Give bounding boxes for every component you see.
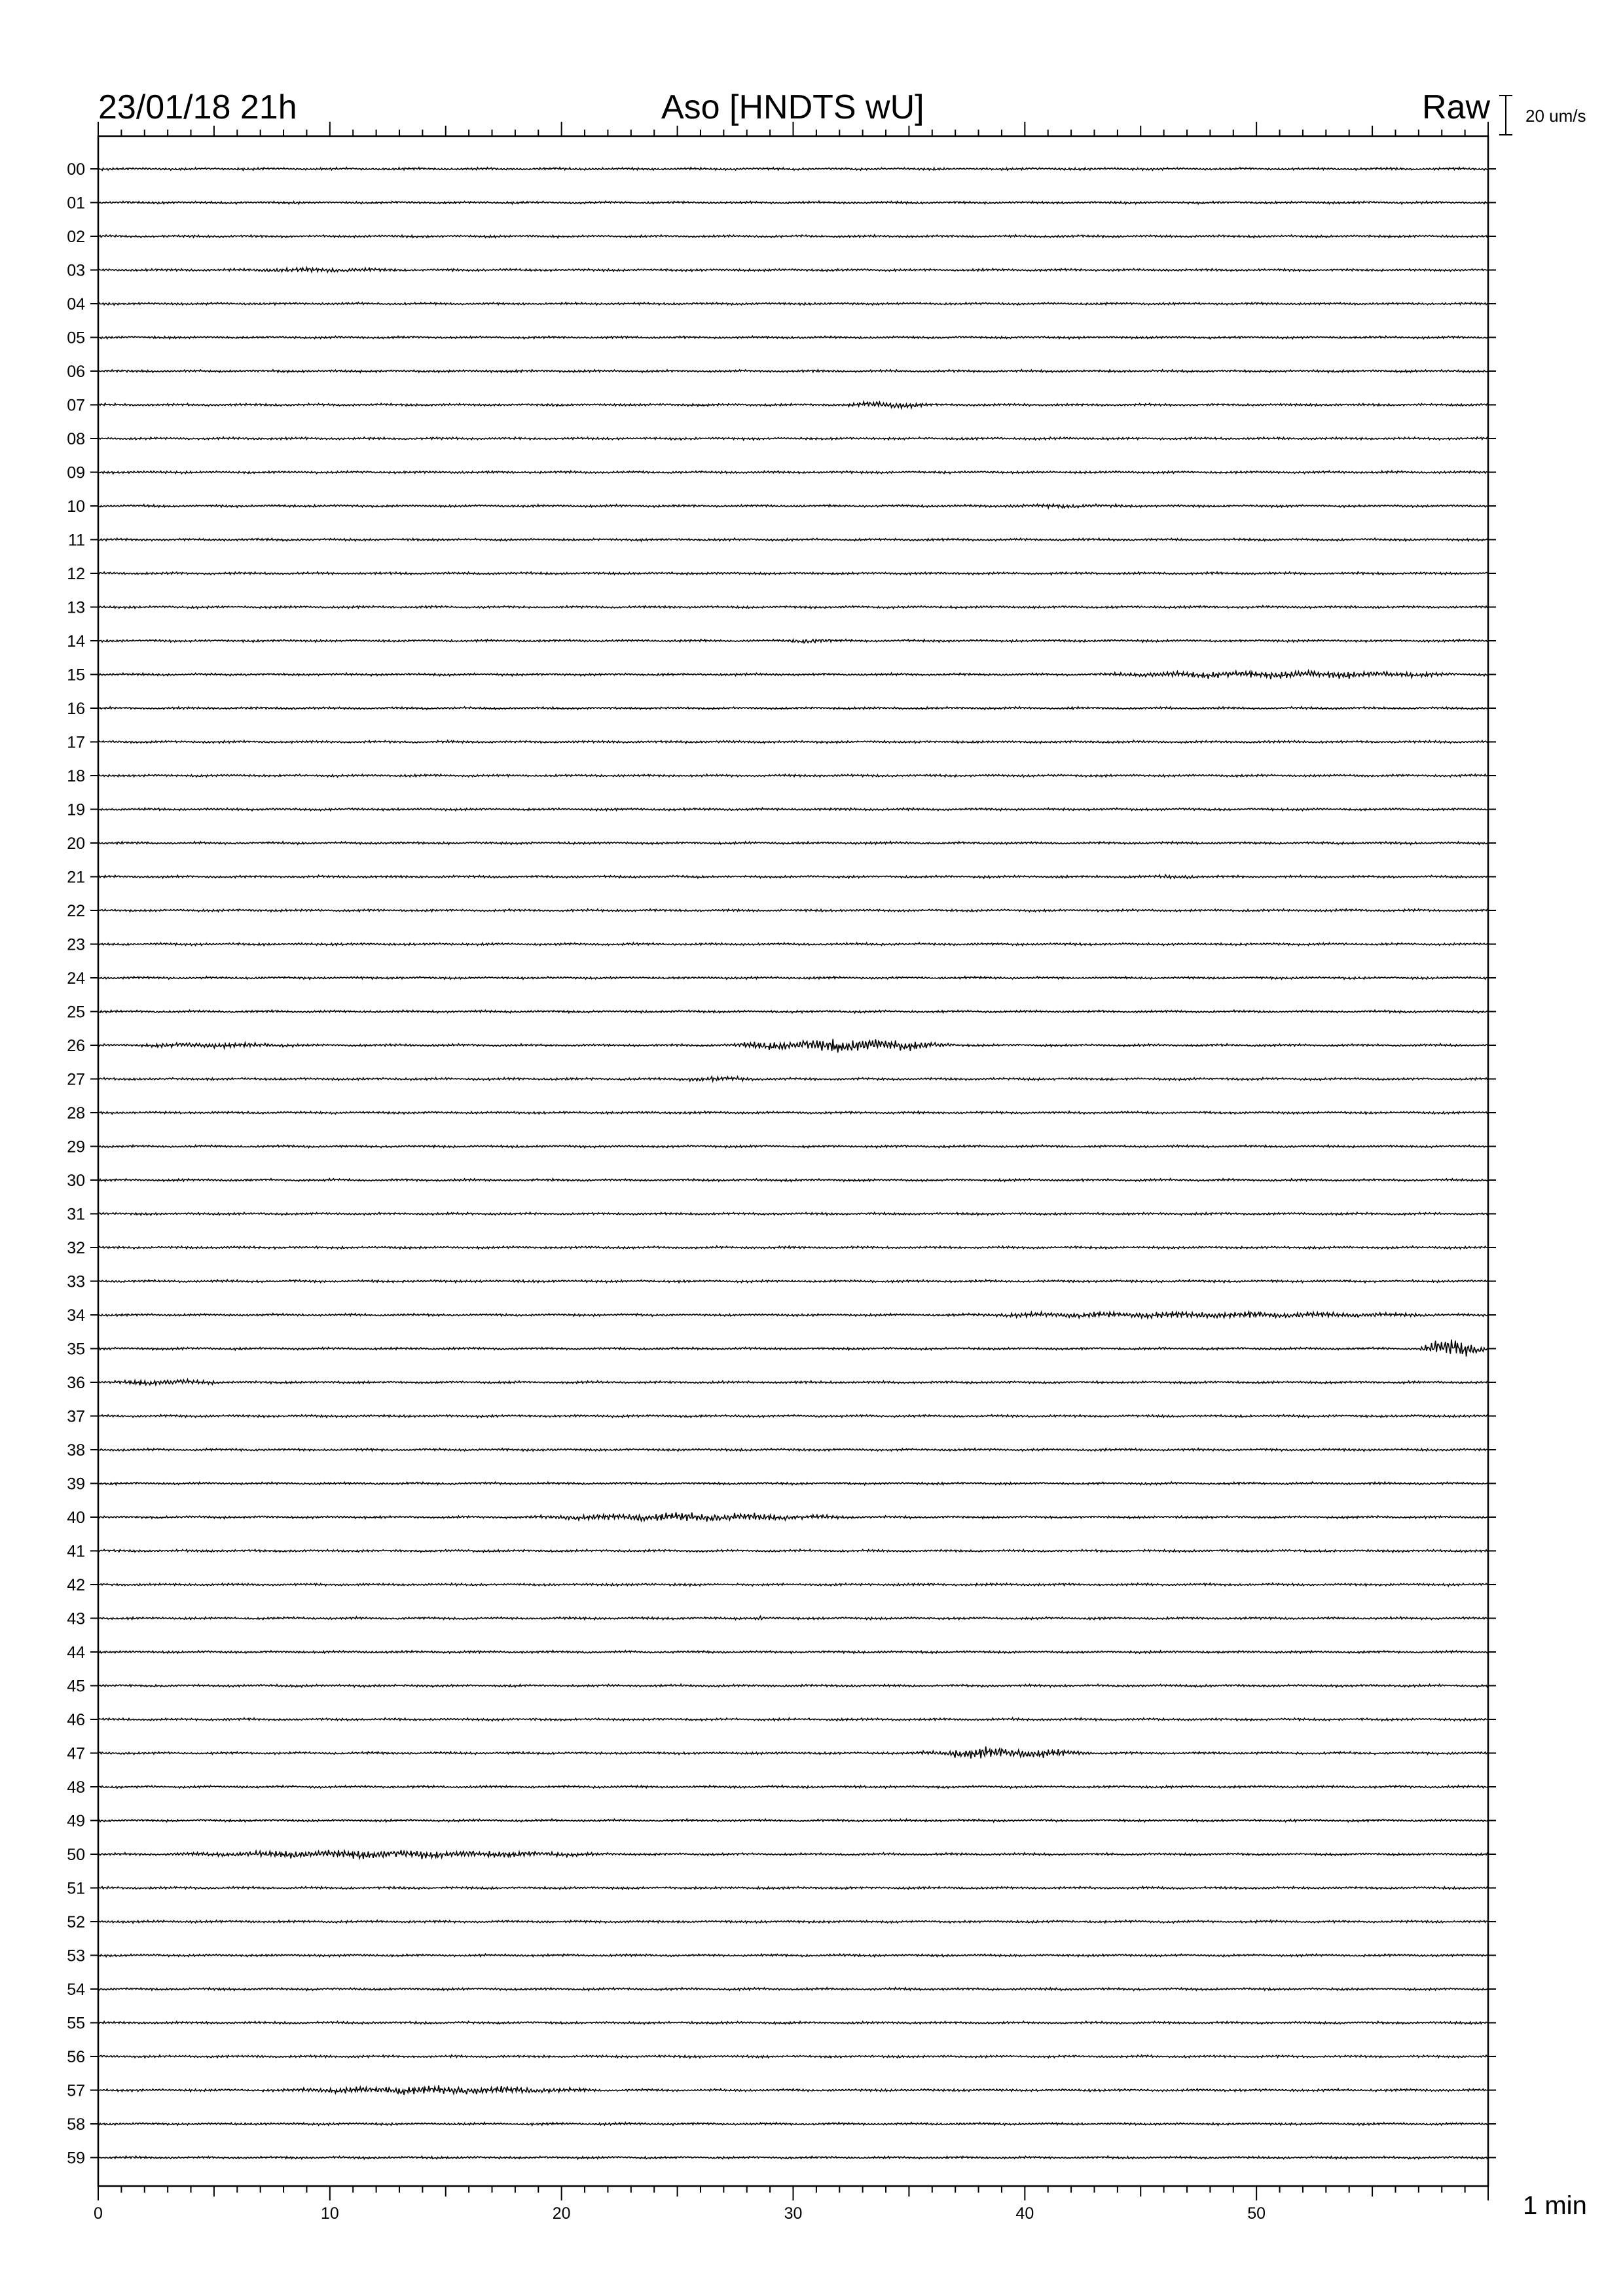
trace-row-25: [98, 1010, 1488, 1013]
row-label: 03: [67, 261, 85, 280]
row-label: 33: [67, 1272, 85, 1291]
row-label: 26: [67, 1037, 85, 1055]
trace-row-01: [98, 201, 1488, 204]
row-label: 44: [67, 1643, 85, 1662]
trace-row-39: [98, 1482, 1488, 1485]
row-label: 41: [67, 1542, 85, 1561]
row-label: 48: [67, 1778, 85, 1797]
row-label: 13: [67, 598, 85, 617]
trace-row-28: [98, 1111, 1488, 1115]
row-label: 39: [67, 1475, 85, 1494]
amplitude-scale-label: 20 um/s: [1525, 106, 1586, 126]
station-title: Aso [HNDTS wU]: [661, 88, 924, 126]
row-label: 58: [67, 2115, 85, 2134]
trace-row-56: [98, 2055, 1488, 2058]
row-label: 15: [67, 666, 85, 685]
row-label: 20: [67, 834, 85, 853]
row-label: 16: [67, 700, 85, 718]
trace-row-55: [98, 2021, 1488, 2024]
x-tick-label: 0: [94, 2204, 103, 2223]
plot-frame: [98, 136, 1488, 2186]
row-label: 28: [67, 1104, 85, 1122]
row-label: 43: [67, 1609, 85, 1628]
row-label: 25: [67, 1003, 85, 1022]
trace-row-57: [98, 2085, 1488, 2095]
amplitude-scale-bar: [1499, 96, 1512, 135]
trace-row-43: [98, 1616, 1488, 1619]
trace-row-07: [98, 402, 1488, 408]
row-label: 38: [67, 1441, 85, 1460]
trace-row-10: [98, 504, 1488, 508]
trace-row-53: [98, 1954, 1488, 1956]
row-label: 54: [67, 1981, 85, 1999]
row-label: 27: [67, 1070, 85, 1089]
row-labels: [67, 160, 85, 2168]
x-tick-label: 30: [784, 2204, 803, 2223]
trace-row-42: [98, 1583, 1488, 1587]
trace-row-51: [98, 1886, 1488, 1890]
trace-row-48: [98, 1785, 1488, 1788]
trace-row-22: [98, 909, 1488, 912]
trace-row-41: [98, 1549, 1488, 1552]
row-label: 47: [67, 1744, 85, 1763]
trace-row-11: [98, 538, 1488, 541]
trace-row-52: [98, 1920, 1488, 1923]
trace-row-20: [98, 842, 1488, 845]
trace-row-49: [98, 1819, 1488, 1822]
row-label: 50: [67, 1846, 85, 1864]
mode-label: Raw: [1422, 88, 1491, 126]
trace-row-32: [98, 1246, 1488, 1249]
trace-row-17: [98, 740, 1488, 744]
trace-row-14: [98, 639, 1488, 643]
trace-row-24: [98, 977, 1488, 979]
axis-ticks: [94, 122, 1488, 2223]
row-label: 09: [67, 463, 85, 482]
row-label: 00: [67, 160, 85, 179]
row-label: 35: [67, 1340, 85, 1359]
trace-row-26: [98, 1039, 1488, 1053]
row-label: 45: [67, 1677, 85, 1696]
row-label: 49: [67, 1812, 85, 1831]
trace-row-21: [98, 875, 1488, 879]
trace-row-50: [98, 1850, 1488, 1859]
row-label: 40: [67, 1509, 85, 1527]
trace-row-31: [98, 1212, 1488, 1215]
row-label: 52: [67, 1913, 85, 1931]
row-label: 17: [67, 733, 85, 752]
row-label: 11: [68, 531, 85, 550]
trace-row-45: [98, 1684, 1488, 1687]
x-tick-label: 10: [320, 2204, 339, 2223]
row-label: 04: [67, 295, 85, 314]
row-label: 12: [67, 565, 85, 583]
trace-row-46: [98, 1718, 1488, 1721]
row-label: 31: [67, 1205, 85, 1224]
row-label: 23: [67, 935, 85, 954]
row-label: 36: [67, 1374, 85, 1392]
row-label: 56: [67, 2048, 85, 2066]
trace-row-44: [98, 1651, 1488, 1654]
row-label: 37: [67, 1407, 85, 1426]
row-label: 30: [67, 1172, 85, 1190]
trace-row-13: [98, 605, 1488, 609]
row-label: 51: [67, 1879, 85, 1898]
trace-row-18: [98, 774, 1488, 778]
row-label: 06: [67, 363, 85, 381]
trace-row-16: [98, 707, 1488, 709]
trace-row-12: [98, 572, 1488, 575]
trace-row-33: [98, 1280, 1488, 1283]
x-tick-label: 20: [552, 2204, 571, 2223]
trace-row-19: [98, 808, 1488, 810]
trace-row-15: [98, 671, 1488, 679]
plot-border: [98, 136, 1488, 2186]
row-label: 46: [67, 1711, 85, 1729]
trace-row-05: [98, 336, 1488, 338]
trace-row-00: [98, 168, 1488, 170]
trace-row-47: [98, 1746, 1488, 1758]
trace-row-02: [98, 235, 1488, 238]
trace-row-36: [98, 1380, 1488, 1386]
trace-row-30: [98, 1179, 1488, 1182]
x-axis-unit-label: 1 min: [1523, 2191, 1587, 2220]
row-label: 22: [67, 902, 85, 920]
seismic-traces: [90, 168, 1496, 2159]
row-label: 02: [67, 228, 85, 246]
trace-row-34: [98, 1311, 1488, 1318]
trace-row-04: [98, 302, 1488, 306]
trace-row-06: [98, 370, 1488, 373]
trace-row-37: [98, 1414, 1488, 1418]
row-label: 10: [67, 497, 85, 516]
row-label: 18: [67, 767, 85, 785]
trace-row-58: [98, 2123, 1488, 2126]
row-label: 19: [67, 800, 85, 819]
x-tick-label: 40: [1015, 2204, 1034, 2223]
row-label: 57: [67, 2081, 85, 2100]
row-label: 05: [67, 329, 85, 348]
row-label: 21: [67, 868, 85, 887]
x-tick-label: 50: [1247, 2204, 1266, 2223]
row-label: 29: [67, 1138, 85, 1157]
row-label: 32: [67, 1239, 85, 1257]
row-label: 01: [67, 194, 85, 213]
trace-row-40: [98, 1513, 1488, 1522]
datetime-label: 23/01/18 21h: [98, 88, 297, 126]
row-label: 14: [67, 632, 85, 651]
trace-row-35: [98, 1340, 1488, 1357]
row-label: 34: [67, 1306, 85, 1325]
row-label: 55: [67, 2014, 85, 2033]
trace-row-38: [98, 1448, 1488, 1451]
trace-row-59: [98, 2156, 1488, 2159]
row-label: 59: [67, 2149, 85, 2168]
trace-row-27: [98, 1077, 1488, 1081]
row-label: 24: [67, 969, 85, 988]
row-label: 42: [67, 1576, 85, 1594]
trace-row-08: [98, 437, 1488, 440]
row-label: 08: [67, 430, 85, 448]
row-label: 07: [67, 396, 85, 415]
trace-row-23: [98, 942, 1488, 946]
trace-row-54: [98, 1988, 1488, 1991]
trace-row-09: [98, 471, 1488, 474]
trace-row-29: [98, 1145, 1488, 1148]
row-label: 53: [67, 1946, 85, 1965]
trace-row-03: [98, 268, 1488, 272]
